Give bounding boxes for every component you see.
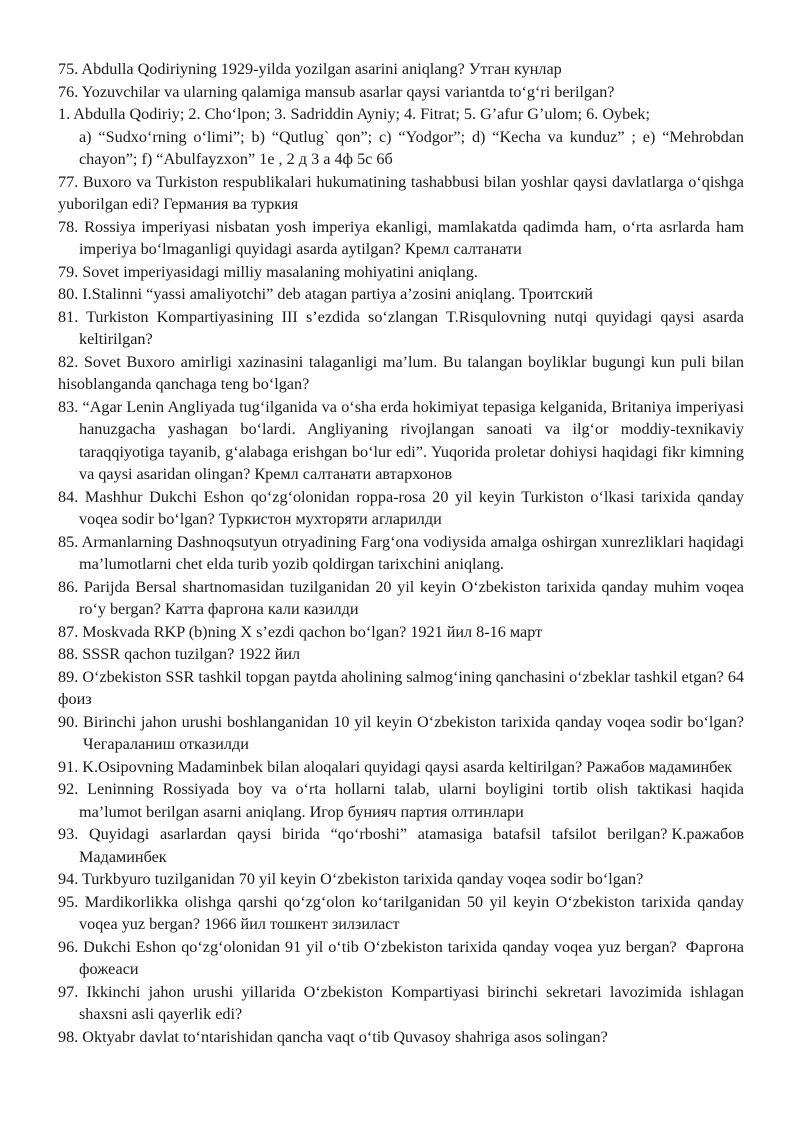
answer-75: Утган кунлар	[468, 60, 562, 78]
question-94: 94. Turkbyuro tuzilganidan 70 yil keyin O‘zbekiston tarixida qanday voqea sodir bo‘lgan?	[58, 870, 644, 888]
question-75: 75. Abdulla Qodiriyning 1929-yilda yozilgan asarini aniqlang? Утган кунлар	[58, 60, 562, 78]
question-80: 80. I.Stalinni “yassi amaliyotchi” deb atagan partiya a’zosini aniqlang. Троитский	[58, 285, 593, 303]
question-90: 90. Birinchi jahon urushi boshlanganidan 10 yil keyin O‘zbekiston tarixida qanday voqea sodir bo‘lgan?Чегараланиш отказилди	[58, 712, 744, 753]
question-88: 88. SSSR qachon tuzilgan? 1922 йил	[58, 645, 301, 663]
question-93: 93. Quyidagi asarlardan qaysi birida “qo‘rboshi” atamasiga batafsil tafsilot berilgan? К.ражабов Мадаминбек	[58, 825, 744, 866]
question-76-authors: 1. Abdulla Qodiriy; 2. Cho‘lpon; 3. Sadriddin Ayniy; 4. Fitrat; 5. G’afur G’ulom; 6. Oybek;	[58, 105, 651, 123]
answer-95: 1966 йил тошкент зилзиласт	[204, 915, 400, 933]
question-89: 89. O‘zbekiston SSR tashkil topgan paytda aholining salmog‘ining qanchasini o‘zbeklar tashkil etgan? 64 фоиз	[58, 667, 744, 708]
answer-84: Туркистон мухторяти агларилди	[218, 510, 442, 528]
question-76: 76. Yozuvchilar va ularning qalamiga mansub asarlar qaysi variantda to‘g‘ri berilgan?	[58, 82, 615, 101]
answer-76: 1е , 2 д 3 а 4ф 5с 6б	[259, 150, 393, 168]
question-98: 98. Oktyabr davlat to‘ntarishidan qancha vaqt o‘tib Quvasoy shahriga asos solingan?	[58, 1027, 608, 1046]
answer-77: Германия ва туркия	[163, 195, 299, 213]
question-92: 92. Leninning Rossiyada boy va o‘rta hollarni talab, ularni boyligini tortib olish taktikasi haqida ma’lumot berilgan asarni aniqlang. Игор бунияч партия олтинлари	[58, 780, 744, 821]
answer-89: 64 фоиз	[58, 667, 744, 708]
question-95: 95. Mardikorlikka olishga qarshi qo‘zg‘olon ko‘tarilganidan 50 yil keyin O‘zbekiston tarixida qanday voqea yuz bergan? 1966 йил тошкент зилзиласт	[58, 892, 744, 933]
answer-90: Чегараланиш отказилди	[83, 735, 249, 753]
answer-96: Фаргона фожеаси	[79, 937, 744, 978]
question-82: 82. Sovet Buxoro amirligi xazinasini talaganligi ma’lum. Bu talangan boyliklar bugungi kun puli bilan hisoblanganda qanchaga teng bo‘lgan?	[58, 352, 744, 393]
answer-93: К.ражабов Мадаминбек	[79, 825, 744, 866]
answer-92: Игор бунияч партия олтинлари	[309, 802, 524, 821]
answer-88: 1922 йил	[238, 645, 301, 663]
question-87: 87. Moskvada RKP (b)ning X s’ezdi qachon bo‘lgan? 1921 йил 8-16 март	[58, 622, 543, 641]
question-78: 78. Rossiya imperiyasi nisbatan yosh imperiya ekanligi, mamlakatda qadimda ham, o‘rta asrlarda ham imperiya bo‘lmaganligi quyidagi asarda aytilgan? Кремл салтанати	[58, 217, 744, 258]
question-81: 81. Turkiston Kompartiyasining III s’ezdida so‘zlangan T.Risqulovning nutqi quyidagi qaysi asarda keltirilgan?	[58, 307, 744, 348]
question-97: 97. Ikkinchi jahon urushi yillarida O‘zbekiston Kompartiyasi birinchi sekretari lavozimida ishlagan shaxsni asli qayerlik edi?	[58, 982, 744, 1023]
answer-86: Катта фаргона кали казилди	[165, 600, 359, 618]
answer-87: 1921 йил 8-16 март	[410, 622, 543, 641]
document-page	[58, 58, 744, 1048]
answer-78: Кремл салтанати	[404, 240, 522, 258]
question-91: 91. K.Osipovning Madaminbek bilan aloqalari quyidagi qaysi asarda keltirilgan? Ражабов мадаминбек	[58, 757, 733, 776]
question-96: 96. Dukchi Eshon qo‘zg‘olonidan 91 yil o‘tib O‘zbekiston tarixida qanday voqea yuz bergan? Фаргона фожеаси	[58, 937, 744, 978]
answer-91: Ражабов мадаминбек	[586, 757, 733, 776]
question-84: 84. Mashhur Dukchi Eshon qo‘zg‘olonidan roppa-rosa 20 yil keyin Turkiston o‘lkasi tarixida qanday voqea sodir bo‘lgan? Туркистон мухторяти агларилди	[58, 487, 744, 528]
question-77: 77. Buxoro va Turkiston respublikalari hukumatining tashabbusi bilan yoshlar qaysi davlatlarga o‘qishga yuborilgan edi? Германия ва туркия	[58, 172, 744, 213]
question-86: 86. Parijda Bersal shartnomasidan tuzilganidan 20 yil keyin O‘zbekiston tarixida qanday muhim voqea ro‘y bergan? Катта фаргона кали казилди	[58, 577, 744, 618]
question-83: 83. “Agar Lenin Angliyada tug‘ilganida va o‘sha erda hokimiyat tepasiga kelganida, Britaniya imperiyasi hanuzgacha yashagan bo‘lardi. Angliyaning rivojlangan sanoati va ilg‘or moddiy-texnikaviy taraqqiyotiga tayanib, g‘alabaga erishgan bo‘lur edi”. Yuqorida proletar dohiysi haqidagi fikr kimning va qaysi asaridan olingan? Кремл салтанати автархонов	[58, 397, 744, 483]
question-79: 79. Sovet imperiyasidagi milliy masalaning mohiyatini aniqlang.	[58, 262, 478, 281]
question-76-works: a) “Sudxo‘rning o‘limi”; b) “Qutlug` qon”; c) “Yodgor”; d) “Kecha va kunduz” ; e) “Mehrobdan chayon”; f) “Abulfayzxon” 1е , 2 д 3 а 4ф 5с 6б	[79, 127, 744, 168]
answer-80: Троитский	[519, 285, 593, 303]
question-85: 85. Armanlarning Dashnoqsutyun otryadining Farg‘ona vodiysida amalga oshirgan xunrezliklari haqidagi ma’lumotlarni chet elda turib yozib qoldirgan tarixchini aniqlang.	[58, 532, 744, 573]
answer-83: Кремл салтанати автархонов	[254, 465, 453, 483]
